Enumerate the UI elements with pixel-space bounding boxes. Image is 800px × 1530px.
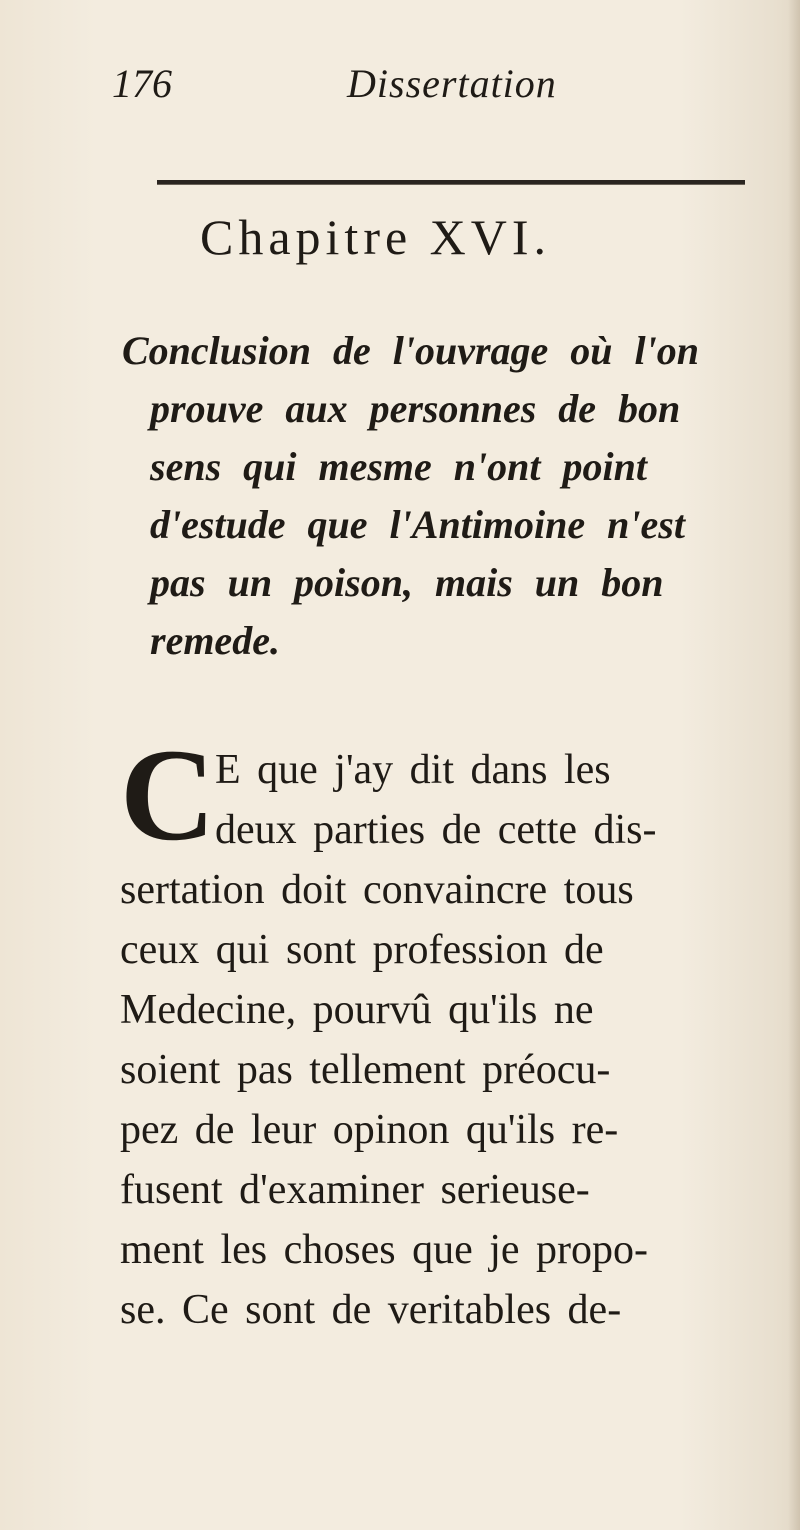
body-line: ment les choses que je propo- [120,1227,649,1273]
drop-cap: C [120,721,216,868]
body-line: Medecine, pourvû qu'ils ne [120,987,594,1033]
body-line: soient pas tellement préocu- [120,1047,611,1093]
body-text [120,721,800,1340]
body-line: ceux qui sont profession de [120,927,604,973]
body-line: sertation doit convaincre tous [120,867,634,913]
page-number: 176 [112,61,172,106]
body-line: fusent d'examiner serieuse- [120,1167,590,1213]
summary-line: pas un poison, mais un bon [150,560,664,605]
summary-line: prouve aux personnes de bon [150,386,681,431]
chapter-heading: Chapitre XVI. [200,209,552,265]
running-head [112,60,602,120]
body-line: se. Ce sont de veritables de- [120,1287,622,1333]
body-line: E que j'ay dit dans les [215,747,611,793]
summary-line: sens qui mesme n'ont point [150,444,647,489]
running-title: Dissertation [347,61,557,106]
summary-line: Conclusion de l'ouvrage où l'on [122,328,699,373]
chapter-summary [122,322,782,670]
body-line: deux parties de cette dis- [215,807,657,853]
body-line: pez de leur opinon qu'ils re- [120,1107,619,1153]
summary-line: remede. [150,618,280,663]
summary-line: d'estude que l'Antimoine n'est [150,502,685,547]
header-rule [157,180,745,185]
